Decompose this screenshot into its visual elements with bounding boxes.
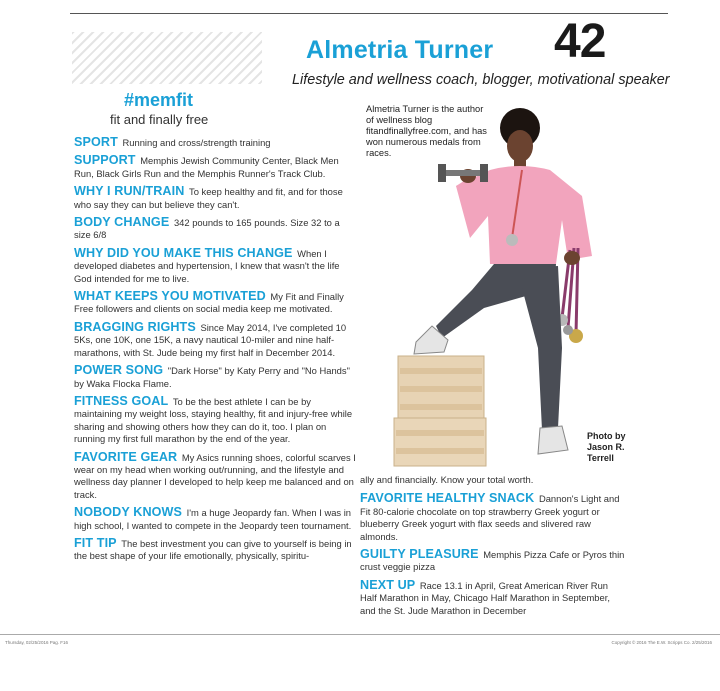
footer-date: Thursday, 02/25/2016 Pag. F16 [5,640,68,645]
section-heading: WHY DID YOU MAKE THIS CHANGE [74,245,293,260]
wooden-crates [394,356,486,466]
section-text: Memphis Pizza Cafe or Pyros thin crust veggie pizza [360,549,625,573]
profile-age: 42 [554,15,606,68]
shoe-right [538,426,568,454]
section-text: My Asics running shoes, colorful scarves I wear on my head when working out/running, and the lifestyle and wellness day planner I developed to help keep me balanced and on track. [74,451,356,500]
section-nobody-knows [74,506,356,532]
section-next-up [360,579,625,617]
section-heading: POWER SONG [74,363,164,378]
decorative-hatch [72,32,262,84]
section-text: Running and cross/strength training [122,137,271,148]
section-fitness-goal [74,395,356,446]
section-text: I'm a huge Jeopardy fan. When I was in high school, I wanted to compete in the Jeopardy teen tournament. [74,507,352,531]
right-column [360,474,625,622]
section-text: Memphis Jewish Community Center, Black Men Run, Black Girls Run and the Memphis Runner's Track Club. [74,155,339,179]
footer-copyright: Copyright © 2016 The E.W. Scripps Co. 2/25/2016 [611,640,712,645]
section-motivation [74,290,356,316]
hashtag: #memfit [124,90,194,110]
section-support [74,154,356,180]
section-fit-tip [74,537,356,563]
continued-text: ally and financially. Know your total worth. [360,474,534,485]
section-text: "Dark Horse" by Katy Perry and "No Hands" by Waka Flocka Flame. [74,365,350,389]
section-text: When I developed diabetes and hypertension, I knew that wasn't the life God intended for me to live. [74,247,340,284]
bottom-rule [0,634,720,635]
section-heading: NEXT UP [360,577,416,592]
section-healthy-snack [360,492,625,543]
photo-caption: Almetria Turner is the author of wellness blog fitandfinallyfree.com, and has won numerous medals from races. [366,104,487,158]
tagline: fit and finally free [110,112,209,127]
section-heading: BRAGGING RIGHTS [74,319,196,334]
section-text: 342 pounds to 165 pounds. Size 32 to a size 6/8 [74,217,340,241]
section-heading: SUPPORT [74,153,136,168]
section-heading: WHY I RUN/TRAIN [74,184,185,199]
photo-credit: Photo by Jason R. Terrell [587,431,626,463]
section-sport [74,136,356,149]
section-text: To keep healthy and fit, and for those who say they can but believe they can't. [74,186,343,210]
section-favorite-gear [74,451,356,502]
section-guilty-pleasure [360,548,625,574]
section-why-run [74,185,356,211]
section-heading: FIT TIP [74,535,117,550]
section-heading: NOBODY KNOWS [74,505,183,520]
section-heading: BODY CHANGE [74,215,170,230]
section-text: To be the best athlete I can be by maintaining my weight loss, staying healthy, fit and injury-free while sharing and showing others how they can do it, too. I plan on running my first full marathon by the end of the year. [74,395,353,445]
section-heading: FAVORITE HEALTHY SNACK [360,491,535,506]
section-text: Dannon's Light and Fit 80-calorie chocolate on top strawberry Greek yogurt or blueberry Greek yogurt with flax seeds and slivered raw almonds. [360,493,620,542]
section-text: Race 13.1 in April, Great American River Run Half Marathon in May, Chicago Half Marathon in September, and the St. Jude Marathon in December [360,579,610,616]
section-text: Since May 2014, I've completed 10 5Ks, one 10K, one 15K, a navy nautical 10-miler and nine half-marathons, with St. Jude being my first half in December 2014. [74,321,347,358]
section-heading: FAVORITE GEAR [74,449,178,464]
profile-subtitle: Lifestyle and wellness coach, blogger, motivational speaker [292,72,670,88]
section-body-change [74,216,356,242]
section-power-song [74,364,356,390]
profile-name: Almetria Turner [306,36,494,64]
section-bragging-rights [74,321,356,359]
face [507,130,533,162]
section-text: My Fit and Finally Free followers and clients on social media keep me motivated. [74,291,344,315]
section-heading: SPORT [74,135,118,149]
section-heading: WHAT KEEPS YOU MOTIVATED [74,289,266,304]
section-why-change [74,247,356,285]
section-text: The best investment you can give to yourself is being in the best shape of your life emotionally, physically, spiritu- [74,537,352,562]
section-heading: FITNESS GOAL [74,393,169,408]
left-column [74,136,356,568]
section-heading: GUILTY PLEASURE [360,547,479,562]
